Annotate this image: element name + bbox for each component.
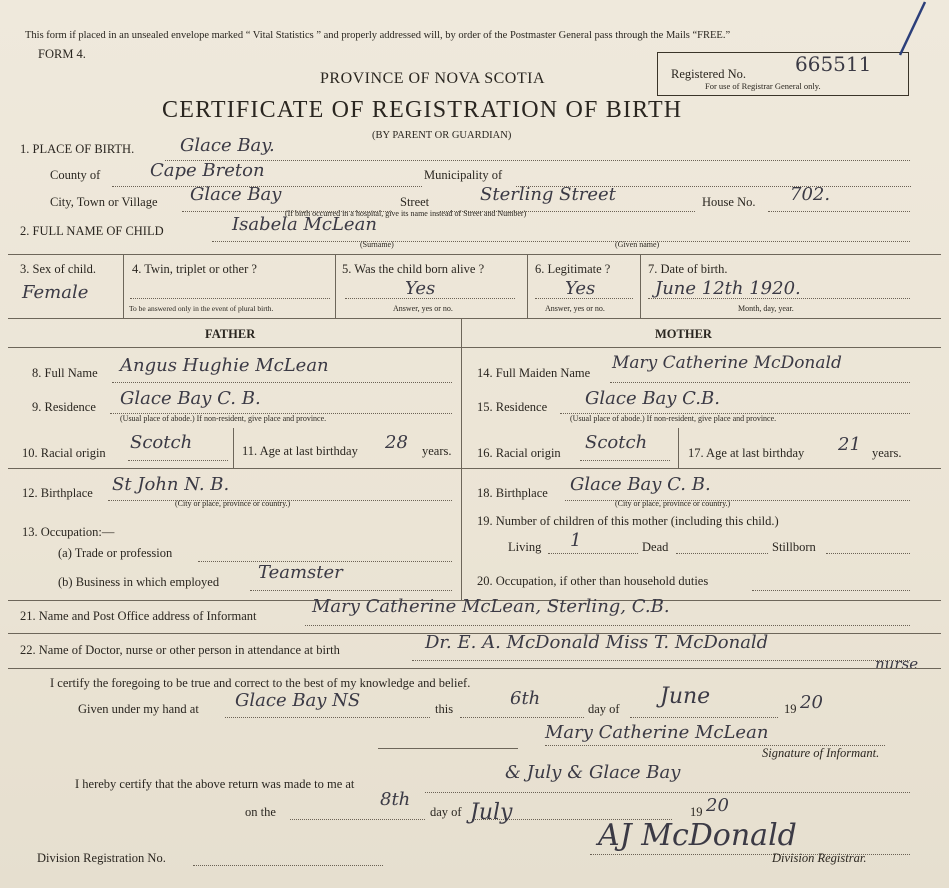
mother-racial-label: 16. Racial origin [477, 446, 561, 460]
division-registration-label: Division Registration No. [37, 851, 166, 865]
father-birthplace-value: St John N. B. [112, 474, 230, 495]
dob-label: 7. Date of birth. [648, 262, 728, 276]
mother-age-label: 17. Age at last birthday [688, 446, 805, 460]
house-label: House No. [702, 195, 756, 209]
nurse-note: nurse [875, 655, 919, 673]
form-number: FORM 4. [38, 47, 86, 61]
city-label: City, Town or Village [50, 195, 158, 209]
legitimate-label: 6. Legitimate ? [535, 262, 611, 276]
born-alive-value: Yes [405, 278, 436, 299]
registrar-year-prefix: 19 [690, 805, 703, 819]
father-age-value: 28 [385, 432, 408, 453]
legitimate-value: Yes [565, 278, 596, 299]
twin-note: To be answered only in the event of plural birth. [129, 304, 274, 313]
place-of-birth-value: Glace Bay. [180, 135, 275, 156]
father-racial-label: 10. Racial origin [22, 446, 106, 460]
born-alive-note: Answer, yes or no. [393, 304, 453, 313]
month-value: June [660, 684, 711, 709]
given-place-value: Glace Bay NS [235, 690, 361, 711]
twin-label: 4. Twin, triplet or other ? [132, 262, 257, 276]
doctor-label: 22. Name of Doctor, nurse or other person in attendance at birth [20, 643, 340, 657]
mother-age-value: 21 [838, 434, 861, 455]
mother-racial-value: Scotch [585, 432, 648, 453]
county-label: County of [50, 168, 101, 182]
father-racial-value: Scotch [130, 432, 193, 453]
mother-name-label: 14. Full Maiden Name [477, 366, 591, 380]
informant-value: Mary Catherine McLean, Sterling, C.B. [312, 596, 670, 617]
mother-birthplace-value: Glace Bay C. B. [570, 474, 711, 495]
city-value: Glace Bay [190, 184, 282, 205]
certificate-subtitle: (BY PARENT OR GUARDIAN) [372, 130, 512, 141]
sex-label: 3. Sex of child. [20, 262, 97, 276]
father-birthplace-label: 12. Birthplace [22, 486, 93, 500]
registrar-month-value: July [470, 800, 513, 825]
this-day-value: 6th [510, 688, 541, 709]
registrar-day-value: 8th [380, 789, 411, 810]
province-heading: PROVINCE OF NOVA SCOTIA [320, 70, 546, 87]
business-value: Teamster [258, 562, 343, 583]
registrar-signature: AJ McDonald [598, 818, 797, 853]
on-the-label: on the [245, 805, 276, 819]
father-residence-label: 9. Residence [32, 400, 96, 414]
postal-notice: This form if placed in an unsealed envelope marked “ Vital Statistics ” and properly addressed will, by order of the Postmaster General pass through the Mails “FREE.” [25, 30, 731, 41]
father-heading: FATHER [205, 327, 256, 341]
living-label: Living [508, 540, 542, 554]
dead-label: Dead [642, 540, 669, 554]
doctor-value: Dr. E. A. McDonald Miss T. McDonald [425, 632, 769, 653]
mother-residence-label: 15. Residence [477, 400, 548, 414]
father-residence-value: Glace Bay C. B. [120, 388, 261, 409]
dob-value: June 12th 1920. [655, 278, 801, 299]
registrar-certify-label: I hereby certify that the above return was made to me at [75, 777, 355, 791]
mother-occupation-label: 20. Occupation, if other than household duties [477, 574, 709, 588]
registrar-year-value: 20 [706, 795, 729, 816]
registrar-place-value: & July & Glace Bay [505, 762, 681, 783]
mother-residence-note: (Usual place of abode.) If non-resident, give place and province. [570, 414, 777, 423]
stillborn-label: Stillborn [772, 540, 816, 554]
father-birthplace-note: (City or place, province or country.) [175, 499, 291, 508]
children-count-label: 19. Number of children of this mother (including this child.) [477, 514, 779, 528]
business-label: (b) Business in which employed [58, 575, 220, 589]
born-alive-label: 5. Was the child born alive ? [342, 262, 485, 276]
registered-note: For use of Registrar General only. [705, 81, 821, 91]
living-value: 1 [570, 530, 582, 551]
mother-name-value: Mary Catherine McDonald [612, 353, 842, 373]
house-value: 702. [790, 184, 831, 205]
hospital-note: (If birth occurred in a hospital, give its name instead of Street and Number) [285, 209, 527, 218]
father-name-label: 8. Full Name [32, 366, 98, 380]
informant-signature: Mary Catherine McLean [545, 722, 769, 743]
street-label: Street [400, 195, 430, 209]
child-name-value: Isabela McLean [232, 214, 377, 235]
sex-value: Female [22, 282, 89, 303]
year-prefix: 19 [784, 702, 797, 716]
street-value: Sterling Street [480, 184, 616, 205]
certificate-title: CERTIFICATE OF REGISTRATION OF BIRTH [162, 97, 683, 123]
registrar-label: Division Registrar. [772, 851, 867, 865]
day-of-label: day of [588, 702, 620, 716]
father-name-value: Angus Hughie McLean [120, 355, 329, 376]
legitimate-note: Answer, yes or no. [545, 304, 605, 313]
mother-age-years: years. [872, 446, 902, 460]
registered-number: 665511 [795, 52, 872, 76]
dob-note: Month, day, year. [738, 304, 794, 313]
informant-label: 21. Name and Post Office address of Informant [20, 609, 257, 623]
this-label: this [435, 702, 454, 716]
registrar-day-of-label: day of [430, 805, 462, 819]
father-residence-note: (Usual place of abode.) If non-resident, give place and province. [120, 414, 327, 423]
mother-birthplace-label: 18. Birthplace [477, 486, 548, 500]
given-name-note: (Given name) [615, 240, 660, 249]
certify-statement: I certify the foregoing to be true and correct to the best of my knowledge and belief. [50, 676, 471, 690]
father-age-years: years. [422, 444, 452, 458]
mother-heading: MOTHER [655, 327, 712, 341]
father-age-label: 11. Age at last birthday [242, 444, 358, 458]
signature-label: Signature of Informant. [762, 746, 880, 760]
surname-note: (Surname) [360, 240, 394, 249]
county-value: Cape Breton [150, 160, 265, 181]
registered-label: Registered No. [671, 67, 746, 81]
place-of-birth-label: 1. PLACE OF BIRTH. [20, 142, 135, 156]
child-name-label: 2. FULL NAME OF CHILD [20, 224, 164, 238]
municipality-label: Municipality of [424, 168, 503, 182]
pen-mark [880, 0, 930, 60]
mother-birthplace-note: (City or place, province or country.) [615, 499, 731, 508]
occupation-label: 13. Occupation:— [22, 525, 115, 539]
trade-label: (a) Trade or profession [58, 546, 173, 560]
year-value: 20 [800, 692, 823, 713]
given-under-label: Given under my hand at [78, 702, 199, 716]
mother-residence-value: Glace Bay C.B. [585, 388, 720, 409]
